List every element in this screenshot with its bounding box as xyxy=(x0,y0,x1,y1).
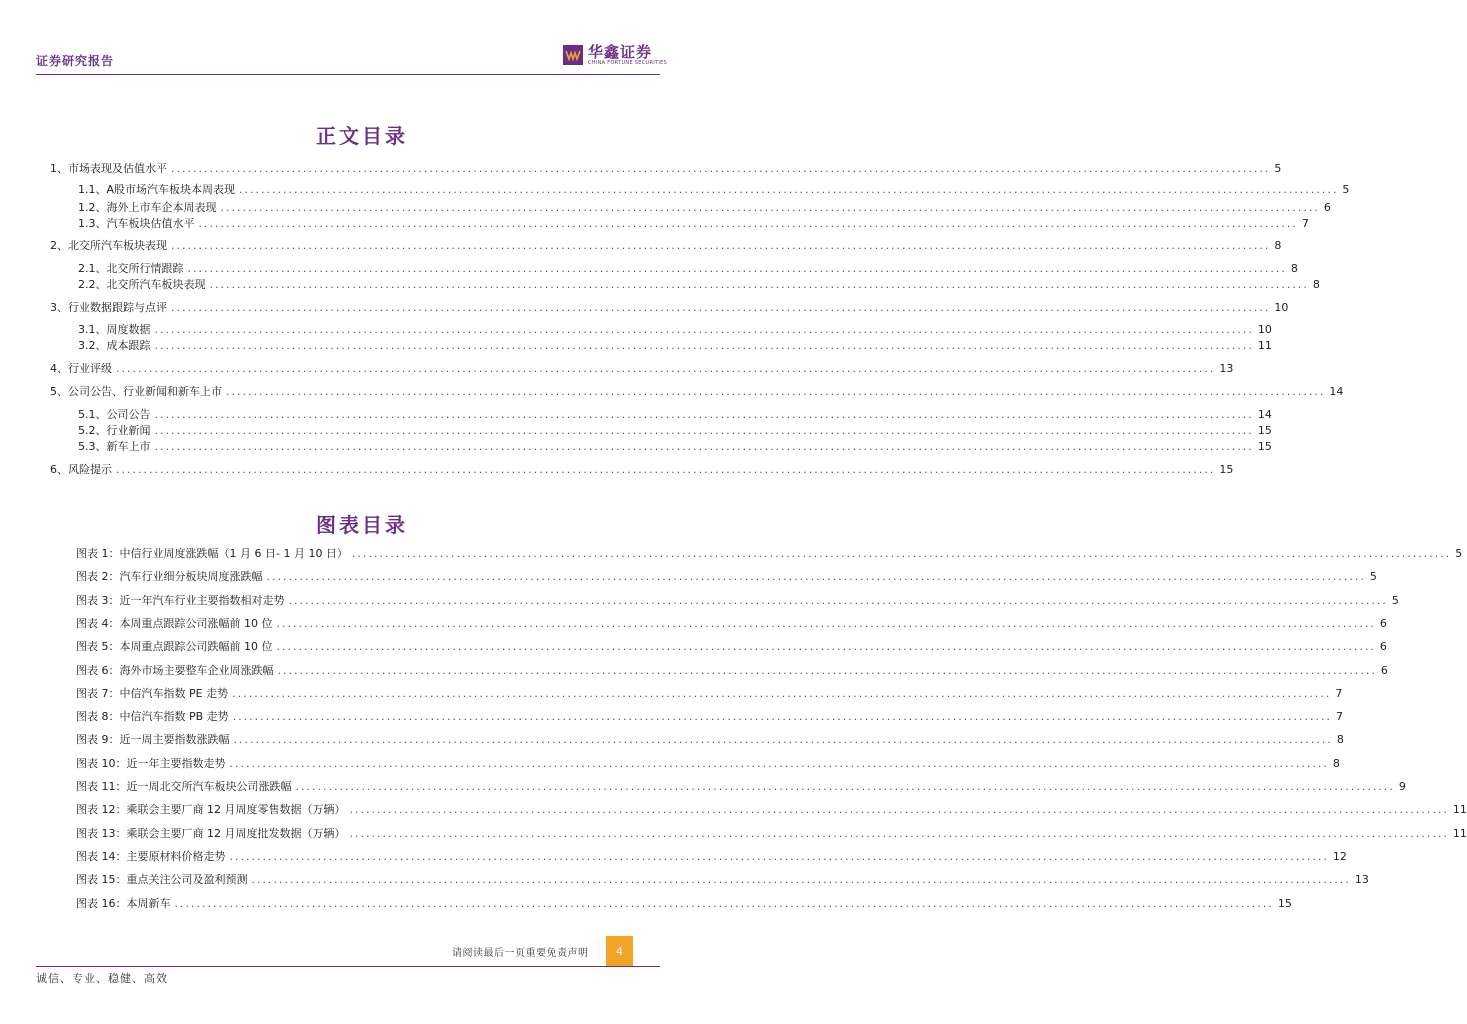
toc-entry-number: 5.2、 xyxy=(78,424,107,437)
logo-name-en: CHINA FORTUNE SECURITIES xyxy=(588,60,668,66)
toc-dot-leader: ........................................................................................................................................................................................................ xyxy=(154,424,1254,437)
toc-entry-number: 图表 11： xyxy=(76,780,127,793)
toc-entry-title: 风险提示 xyxy=(68,463,112,476)
toc-entry[interactable] xyxy=(50,300,1289,316)
toc-entry-number: 图表 1： xyxy=(76,547,120,560)
toc-dot-leader: ........................................................................................................................................................................................................ xyxy=(171,301,1271,314)
page-number: 4 xyxy=(616,945,623,958)
toc-entry-number: 1.1、 xyxy=(78,183,107,196)
toc-dot-leader: ........................................................................................................................................................................................................ xyxy=(277,663,1377,677)
toc-dot-leader: ........................................................................................................................................................................................................ xyxy=(229,756,1329,770)
toc-entry-title: 公司公告 xyxy=(106,408,151,421)
toc-entry[interactable] xyxy=(76,593,1399,609)
toc-dot-leader: ........................................................................................................................................................................................................ xyxy=(116,463,1216,476)
toc-entry-title: 乘联会主要厂商 12 月周度零售数据（万辆） xyxy=(126,803,346,817)
toc-entry-title: 中信行业周度涨跌幅（1 月 6 日- 1 月 10 日） xyxy=(119,547,348,560)
toc-dot-leader: ........................................................................................................................................................................................................ xyxy=(116,362,1216,375)
toc-dot-leader: ........................................................................................................................................................................................................ xyxy=(288,593,1388,607)
toc-entry[interactable] xyxy=(76,709,1344,725)
toc-entry-number: 图表 14： xyxy=(76,849,127,863)
toc-entry-page: 13 xyxy=(1354,873,1369,887)
toc-entry-title: 海外上市车企本周表现 xyxy=(106,201,217,214)
toc-dot-leader: ........................................................................................................................................................................................................ xyxy=(232,710,1333,724)
toc-dot-leader: ........................................................................................................................................................................................................ xyxy=(349,826,1449,840)
toc-entry-number: 图表 6： xyxy=(76,663,120,677)
toc-entry-title: 汽车板块估值水平 xyxy=(106,217,195,230)
toc-entry-title: 重点关注公司及盈利预测 xyxy=(126,873,248,887)
toc-entry[interactable] xyxy=(78,200,1331,216)
toc-entry[interactable] xyxy=(76,779,1406,795)
toc-entry-page: 8 xyxy=(1312,278,1320,291)
toc-entry[interactable] xyxy=(76,802,1467,818)
toc-entry-number: 3.1、 xyxy=(78,323,107,336)
toc-entry[interactable] xyxy=(50,384,1344,400)
toc-entry-page: 11 xyxy=(1452,826,1467,840)
toc-entry-page: 5 xyxy=(1274,162,1282,175)
footer-divider xyxy=(36,966,660,967)
toc-entry-page: 8 xyxy=(1332,756,1340,770)
toc-entry[interactable] xyxy=(78,439,1272,455)
toc-entry-page: 7 xyxy=(1336,710,1344,724)
toc-dot-leader: ........................................................................................................................................................................................................ xyxy=(349,803,1449,817)
toc-entry-page: 5 xyxy=(1369,570,1377,584)
toc-entry-number: 1、 xyxy=(50,162,68,175)
toc-entry-number: 4、 xyxy=(50,362,68,375)
toc-dot-leader: ........................................................................................................................................................................................................ xyxy=(295,780,1395,793)
logo-name-cn: 华鑫证券 xyxy=(588,43,653,61)
toc-entry[interactable] xyxy=(78,407,1272,423)
toc-entry-page: 11 xyxy=(1257,339,1272,352)
toc-entry[interactable] xyxy=(78,322,1272,338)
toc-entry-number: 2.1、 xyxy=(78,262,107,275)
toc-dot-leader: ........................................................................................................................................................................................................ xyxy=(220,201,1320,214)
toc-entry-number: 1.3、 xyxy=(78,217,107,230)
toc-entry-title: 市场表现及估值水平 xyxy=(68,162,167,175)
toc-entry-title: 主要原材料价格走势 xyxy=(126,849,226,863)
footer-motto: 诚信、专业、稳健、高效 xyxy=(36,972,168,985)
toc-entry-title: 北交所汽车板块表现 xyxy=(68,239,167,252)
toc-dot-leader: ........................................................................................................................................................................................................ xyxy=(251,873,1351,887)
page-number-badge xyxy=(606,936,633,967)
toc-entry-number: 图表 2： xyxy=(76,570,120,584)
main-toc-title: 正文目录 xyxy=(316,124,408,148)
toc-entry-page: 8 xyxy=(1274,239,1282,252)
toc-entry[interactable] xyxy=(50,462,1234,478)
toc-entry-title: 本周新车 xyxy=(126,896,171,910)
toc-dot-leader: ........................................................................................................................................................................................................ xyxy=(198,217,1298,230)
toc-entry[interactable] xyxy=(76,686,1343,702)
toc-dot-leader: ........................................................................................................................................................................................................ xyxy=(351,547,1452,560)
toc-entry-page: 15 xyxy=(1257,424,1272,437)
toc-entry-number: 2.2、 xyxy=(78,278,107,291)
toc-dot-leader: ........................................................................................................................................................................................................ xyxy=(239,183,1339,196)
toc-entry-title: 汽车行业细分板块周度涨跌幅 xyxy=(119,570,263,584)
toc-dot-leader: ........................................................................................................................................................................................................ xyxy=(276,640,1376,654)
toc-entry-number: 5.3、 xyxy=(78,440,107,453)
toc-entry-number: 图表 7： xyxy=(76,686,120,700)
toc-entry-page: 13 xyxy=(1219,362,1234,375)
toc-entry-page: 15 xyxy=(1277,896,1292,910)
toc-entry-title: 北交所汽车板块表现 xyxy=(106,278,206,291)
toc-dot-leader: ........................................................................................................................................................................................................ xyxy=(154,323,1254,336)
toc-entry-page: 10 xyxy=(1274,301,1289,314)
toc-entry-title: 行业数据跟踪与点评 xyxy=(68,301,167,314)
toc-dot-leader: ........................................................................................................................................................................................................ xyxy=(154,440,1254,453)
toc-entry-page: 9 xyxy=(1398,780,1406,793)
toc-entry-title: 周度数据 xyxy=(106,323,151,336)
toc-entry-page: 8 xyxy=(1290,262,1298,275)
header-divider xyxy=(36,74,660,75)
toc-entry-number: 5.1、 xyxy=(78,408,107,421)
toc-entry-page: 5 xyxy=(1342,183,1350,196)
toc-dot-leader: ........................................................................................................................................................................................................ xyxy=(232,686,1332,700)
toc-dot-leader: ........................................................................................................................................................................................................ xyxy=(154,408,1254,421)
toc-dot-leader: ........................................................................................................................................................................................................ xyxy=(174,896,1274,910)
toc-entry[interactable] xyxy=(76,826,1467,842)
toc-entry-title: 海外市场主要整车企业周涨跌幅 xyxy=(119,663,274,677)
toc-entry-page: 5 xyxy=(1391,593,1399,607)
toc-entry-number: 图表 5： xyxy=(76,640,120,654)
toc-dot-leader: ........................................................................................................................................................................................................ xyxy=(154,339,1254,352)
company-logo xyxy=(563,44,667,66)
toc-dot-leader: ........................................................................................................................................................................................................ xyxy=(233,733,1333,747)
toc-dot-leader: ........................................................................................................................................................................................................ xyxy=(209,278,1309,291)
toc-entry-title: 中信汽车指数 PE 走势 xyxy=(119,686,229,700)
toc-entry-title: 新车上市 xyxy=(106,440,151,453)
toc-entry-title: 北交所行情跟踪 xyxy=(106,262,184,275)
toc-entry[interactable] xyxy=(76,616,1387,632)
toc-entry-page: 6 xyxy=(1380,663,1388,677)
toc-dot-leader: ........................................................................................................................................................................................................ xyxy=(229,849,1329,863)
toc-dot-leader: ........................................................................................................................................................................................................ xyxy=(171,162,1271,175)
toc-dot-leader: ........................................................................................................................................................................................................ xyxy=(266,570,1366,584)
toc-entry-page: 6 xyxy=(1323,201,1331,214)
toc-entry[interactable] xyxy=(78,261,1298,277)
toc-entry-number: 图表 16： xyxy=(76,896,127,910)
toc-dot-leader: ........................................................................................................................................................................................................ xyxy=(276,616,1376,630)
toc-entry-page: 15 xyxy=(1257,440,1272,453)
toc-entry[interactable] xyxy=(50,361,1234,377)
toc-entry[interactable] xyxy=(76,756,1340,772)
toc-entry[interactable] xyxy=(50,238,1282,254)
toc-entry[interactable] xyxy=(50,161,1282,177)
toc-entry-title: 近一年汽车行业主要指数相对走势 xyxy=(119,593,285,607)
toc-entry-page: 12 xyxy=(1332,849,1347,863)
toc-entry-title: 近一周北交所汽车板块公司涨跌幅 xyxy=(126,780,292,793)
toc-entry-number: 5、 xyxy=(50,385,68,398)
disclaimer-note: 请阅读最后一页重要免责声明 xyxy=(452,948,589,959)
toc-entry[interactable] xyxy=(76,546,1463,562)
toc-entry-page: 7 xyxy=(1301,217,1309,230)
toc-entry-number: 图表 15： xyxy=(76,873,127,887)
toc-entry-page: 10 xyxy=(1257,323,1272,336)
toc-entry[interactable] xyxy=(78,216,1309,232)
logo-mark-icon xyxy=(563,45,583,65)
toc-entry-number: 2、 xyxy=(50,239,68,252)
toc-entry[interactable] xyxy=(76,663,1388,679)
toc-entry[interactable] xyxy=(78,277,1320,293)
toc-entry[interactable] xyxy=(76,732,1344,748)
toc-entry[interactable] xyxy=(78,338,1272,354)
toc-entry-page: 5 xyxy=(1455,547,1463,560)
toc-entry-number: 6、 xyxy=(50,463,68,476)
toc-entry-number: 图表 4： xyxy=(76,616,120,630)
toc-entry-page: 14 xyxy=(1329,385,1344,398)
toc-entry-page: 11 xyxy=(1452,803,1467,817)
toc-entry-title: 行业新闻 xyxy=(106,424,151,437)
toc-entry-number: 图表 3： xyxy=(76,593,120,607)
toc-entry-number: 3.2、 xyxy=(78,339,107,352)
toc-entry-title: 乘联会主要厂商 12 月周度批发数据（万辆） xyxy=(126,826,346,840)
chart-toc-title: 图表目录 xyxy=(316,513,408,537)
toc-dot-leader: ........................................................................................................................................................................................................ xyxy=(187,262,1287,275)
toc-entry-page: 14 xyxy=(1257,408,1272,421)
toc-entry-page: 6 xyxy=(1379,640,1387,654)
toc-entry-number: 图表 8： xyxy=(76,710,120,724)
toc-entry-number: 图表 12： xyxy=(76,803,127,817)
toc-entry[interactable] xyxy=(78,182,1350,198)
toc-entry-number: 1.2、 xyxy=(78,201,107,214)
toc-entry[interactable] xyxy=(76,896,1292,912)
toc-entry-number: 图表 10： xyxy=(76,756,127,770)
toc-entry-page: 8 xyxy=(1336,733,1344,747)
toc-entry-title: 近一周主要指数涨跌幅 xyxy=(119,733,230,747)
toc-entry-title: 本周重点跟踪公司跌幅前 10 位 xyxy=(119,640,273,654)
report-type-label: 证券研究报告 xyxy=(36,54,115,68)
toc-entry[interactable] xyxy=(76,872,1369,888)
toc-entry-title: A股市场汽车板块本周表现 xyxy=(106,183,236,196)
toc-entry-number: 图表 13： xyxy=(76,826,127,840)
toc-entry[interactable] xyxy=(76,569,1377,585)
toc-entry-page: 6 xyxy=(1379,616,1387,630)
toc-entry-title: 行业评级 xyxy=(68,362,112,375)
toc-entry-page: 7 xyxy=(1335,686,1343,700)
toc-dot-leader: ........................................................................................................................................................................................................ xyxy=(171,239,1271,252)
toc-entry-title: 公司公告、行业新闻和新车上市 xyxy=(68,385,222,398)
toc-entry[interactable] xyxy=(76,639,1387,655)
toc-entry-title: 近一年主要指数走势 xyxy=(126,756,226,770)
toc-dot-leader: ........................................................................................................................................................................................................ xyxy=(226,385,1326,398)
toc-entry[interactable] xyxy=(78,423,1272,439)
toc-entry-page: 15 xyxy=(1219,463,1234,476)
toc-entry[interactable] xyxy=(76,849,1347,865)
toc-entry-title: 本周重点跟踪公司涨幅前 10 位 xyxy=(119,616,273,630)
toc-entry-number: 3、 xyxy=(50,301,68,314)
toc-entry-number: 图表 9： xyxy=(76,733,120,747)
toc-entry-title: 成本跟踪 xyxy=(106,339,151,352)
toc-entry-title: 中信汽车指数 PB 走势 xyxy=(119,710,229,724)
